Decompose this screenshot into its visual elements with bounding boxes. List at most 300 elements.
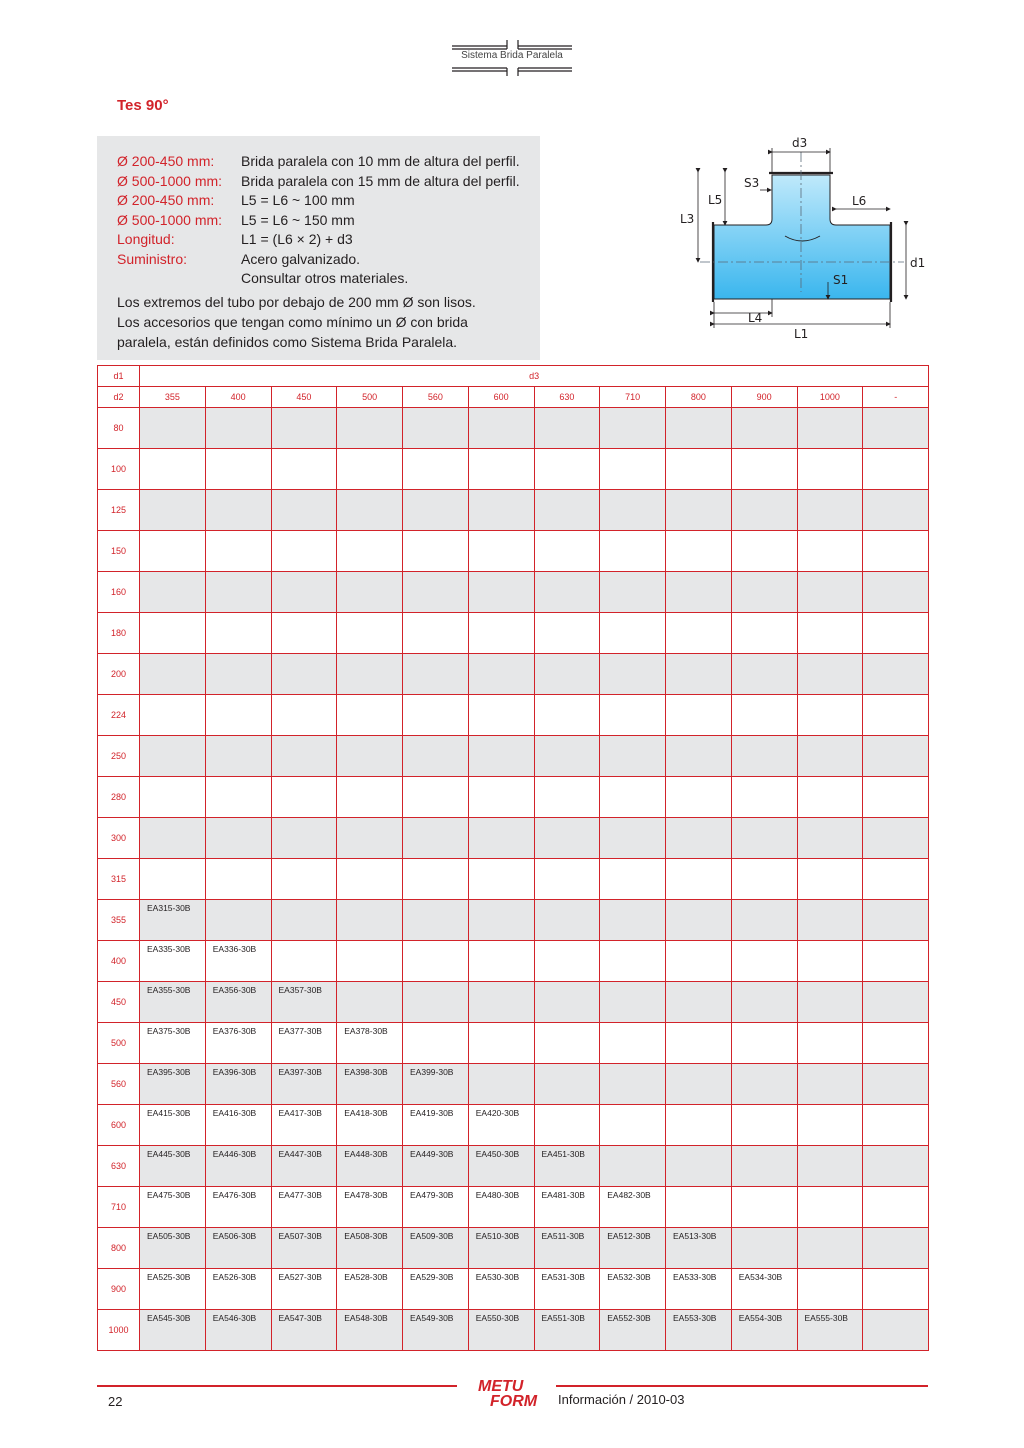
- table-cell: [863, 1064, 929, 1105]
- table-cell: [797, 941, 863, 982]
- row-label-d2: 400: [98, 941, 140, 982]
- table-cell: [271, 449, 337, 490]
- table-cell: [863, 654, 929, 695]
- table-cell: EA416-30B: [205, 1105, 271, 1146]
- table-row: [98, 572, 929, 613]
- table-cell: [205, 572, 271, 613]
- table-row: [98, 1310, 929, 1351]
- table-cell: [863, 900, 929, 941]
- table-cell: [600, 1146, 666, 1187]
- label-l6: L6: [852, 194, 867, 208]
- spec-key: Ø 200-450 mm:: [117, 192, 215, 208]
- table-cell: [468, 982, 534, 1023]
- row-label-d2: 200: [98, 654, 140, 695]
- table-cell: [797, 736, 863, 777]
- table-cell: [600, 531, 666, 572]
- column-header: 600: [468, 387, 534, 408]
- table-cell: EA479-30B: [403, 1187, 469, 1228]
- table-cell: [403, 777, 469, 818]
- table-cell: [666, 900, 732, 941]
- table-row: [98, 490, 929, 531]
- table-cell: [337, 572, 403, 613]
- row-label-d2: 100: [98, 449, 140, 490]
- table-cell: EA531-30B: [534, 1269, 600, 1310]
- table-cell: [600, 859, 666, 900]
- label-d3: d3: [792, 136, 808, 150]
- table-cell: [140, 572, 206, 613]
- table-row: [98, 531, 929, 572]
- table-cell: [468, 572, 534, 613]
- table-row: [98, 736, 929, 777]
- table-cell: [666, 490, 732, 531]
- spec-key: Ø 500-1000 mm:: [117, 173, 223, 189]
- table-cell: [731, 449, 797, 490]
- column-header-row: [98, 387, 929, 408]
- table-cell: [863, 531, 929, 572]
- table-cell: [468, 1023, 534, 1064]
- spec-value: Brida paralela con 10 mm de altura del perfil.: [241, 153, 520, 169]
- table-cell: [666, 1105, 732, 1146]
- table-cell: [337, 941, 403, 982]
- table-cell: [205, 900, 271, 941]
- logo-text-bottom: FORM: [490, 1393, 538, 1410]
- table-cell: EA508-30B: [337, 1228, 403, 1269]
- table-cell: [863, 449, 929, 490]
- table-cell: [731, 572, 797, 613]
- table-cell: [271, 859, 337, 900]
- table-cell: [337, 736, 403, 777]
- table-cell: [863, 1023, 929, 1064]
- table-cell: [468, 613, 534, 654]
- table-cell: [534, 490, 600, 531]
- table-cell: [534, 695, 600, 736]
- table-cell: EA507-30B: [271, 1228, 337, 1269]
- table-cell: [863, 490, 929, 531]
- table-cell: EA476-30B: [205, 1187, 271, 1228]
- table-cell: EA449-30B: [403, 1146, 469, 1187]
- spec-value: L5 = L6 ~ 100 mm: [241, 192, 355, 208]
- table-cell: [666, 654, 732, 695]
- table-cell: [271, 818, 337, 859]
- table-cell: EA533-30B: [666, 1269, 732, 1310]
- table-cell: [403, 859, 469, 900]
- table-cell: [731, 1105, 797, 1146]
- table-cell: [863, 1310, 929, 1351]
- table-cell: [403, 818, 469, 859]
- table-cell: [731, 1146, 797, 1187]
- table-cell: [600, 449, 666, 490]
- table-cell: [534, 736, 600, 777]
- table-cell: [403, 1023, 469, 1064]
- table-cell: [863, 1105, 929, 1146]
- table-cell: EA415-30B: [140, 1105, 206, 1146]
- table-cell: EA532-30B: [600, 1269, 666, 1310]
- column-header: 630: [534, 387, 600, 408]
- column-header: 560: [403, 387, 469, 408]
- table-cell: [797, 982, 863, 1023]
- table-cell: EA419-30B: [403, 1105, 469, 1146]
- table-cell: [666, 1187, 732, 1228]
- row-label-d2: 280: [98, 777, 140, 818]
- table-cell: [731, 1187, 797, 1228]
- table-cell: EA526-30B: [205, 1269, 271, 1310]
- table-cell: [666, 818, 732, 859]
- spec-key: Longitud:: [117, 231, 175, 247]
- table-cell: [468, 408, 534, 449]
- label-l5: L5: [708, 193, 723, 207]
- table-cell: [140, 654, 206, 695]
- column-header: 900: [731, 387, 797, 408]
- table-cell: EA477-30B: [271, 1187, 337, 1228]
- table-cell: [337, 490, 403, 531]
- table-cell: EA529-30B: [403, 1269, 469, 1310]
- table-cell: [140, 490, 206, 531]
- table-cell: [271, 654, 337, 695]
- table-cell: [468, 531, 534, 572]
- row-label-d2: 600: [98, 1105, 140, 1146]
- tee-drawing: [668, 132, 938, 344]
- table-cell: [797, 777, 863, 818]
- table-cell: [403, 736, 469, 777]
- table-cell: [534, 777, 600, 818]
- table-row: [98, 654, 929, 695]
- tee-diagram: [668, 132, 938, 344]
- table-cell: [797, 654, 863, 695]
- row-label-d2: 125: [98, 490, 140, 531]
- column-header: 355: [140, 387, 206, 408]
- table-cell: EA545-30B: [140, 1310, 206, 1351]
- table-cell: [731, 1064, 797, 1105]
- table-cell: [140, 736, 206, 777]
- table-cell: [600, 408, 666, 449]
- table-cell: [140, 449, 206, 490]
- table-cell: [403, 654, 469, 695]
- spec-key: Suministro:: [117, 251, 188, 267]
- table-row: [98, 859, 929, 900]
- table-row: [98, 818, 929, 859]
- table-row: [98, 449, 929, 490]
- row-label-d2: 180: [98, 613, 140, 654]
- table-cell: [666, 1023, 732, 1064]
- table-cell: [337, 449, 403, 490]
- table-cell: EA377-30B: [271, 1023, 337, 1064]
- table-cell: [600, 818, 666, 859]
- table-cell: [797, 449, 863, 490]
- table-cell: [731, 818, 797, 859]
- table-cell: [337, 695, 403, 736]
- row-label-d2: 160: [98, 572, 140, 613]
- table-cell: [731, 613, 797, 654]
- table-cell: EA534-30B: [731, 1269, 797, 1310]
- table-cell: EA481-30B: [534, 1187, 600, 1228]
- table-cell: [731, 941, 797, 982]
- table-cell: [403, 613, 469, 654]
- table-cell: [797, 1064, 863, 1105]
- table-cell: [600, 777, 666, 818]
- table-cell: EA395-30B: [140, 1064, 206, 1105]
- table-cell: EA551-30B: [534, 1310, 600, 1351]
- table-cell: [205, 654, 271, 695]
- row-label-d2: 800: [98, 1228, 140, 1269]
- table-cell: [666, 572, 732, 613]
- table-cell: [797, 1023, 863, 1064]
- table-cell: [797, 1105, 863, 1146]
- table-cell: [600, 941, 666, 982]
- table-cell: [337, 982, 403, 1023]
- table-cell: [797, 572, 863, 613]
- row-label-d2: 630: [98, 1146, 140, 1187]
- table-cell: [863, 572, 929, 613]
- row-label-d2: 560: [98, 1064, 140, 1105]
- table-cell: [337, 900, 403, 941]
- table-cell: [797, 1146, 863, 1187]
- table-cell: [271, 695, 337, 736]
- column-header: 800: [666, 387, 732, 408]
- table-cell: EA417-30B: [271, 1105, 337, 1146]
- table-cell: [731, 531, 797, 572]
- spec-key: Ø 200-450 mm:: [117, 153, 215, 169]
- table-cell: [140, 818, 206, 859]
- footer-rule-right: [556, 1385, 928, 1387]
- table-cell: [666, 777, 732, 818]
- table-cell: EA528-30B: [337, 1269, 403, 1310]
- table-cell: EA376-30B: [205, 1023, 271, 1064]
- table-cell: [205, 490, 271, 531]
- table-cell: EA511-30B: [534, 1228, 600, 1269]
- table-cell: [205, 859, 271, 900]
- table-row: [98, 1023, 929, 1064]
- table-cell: [534, 982, 600, 1023]
- table-cell: [140, 777, 206, 818]
- spec-value: L1 = (L6 × 2) + d3: [241, 231, 353, 247]
- table-cell: [140, 408, 206, 449]
- table-cell: [534, 818, 600, 859]
- table-cell: EA418-30B: [337, 1105, 403, 1146]
- spec-key: Ø 500-1000 mm:: [117, 212, 223, 228]
- label-s1: S1: [833, 273, 849, 287]
- table-cell: [534, 613, 600, 654]
- table-cell: [863, 736, 929, 777]
- table-cell: [863, 941, 929, 982]
- table-cell: [271, 613, 337, 654]
- table-cell: [731, 654, 797, 695]
- table-row: [98, 900, 929, 941]
- table-cell: [271, 736, 337, 777]
- table-cell: EA554-30B: [731, 1310, 797, 1351]
- table-cell: [534, 449, 600, 490]
- table-cell: EA398-30B: [337, 1064, 403, 1105]
- table-cell: [205, 531, 271, 572]
- table-cell: EA550-30B: [468, 1310, 534, 1351]
- table-cell: [863, 982, 929, 1023]
- table-cell: [140, 531, 206, 572]
- table-cell: [468, 1064, 534, 1105]
- table-cell: [403, 408, 469, 449]
- page-title: Tes 90°: [117, 97, 169, 114]
- table-cell: [534, 900, 600, 941]
- corner-d1: d1: [98, 366, 140, 387]
- table-row: [98, 941, 929, 982]
- table-cell: [863, 408, 929, 449]
- table-cell: [731, 982, 797, 1023]
- table-cell: [337, 531, 403, 572]
- table-cell: [863, 859, 929, 900]
- row-label-d2: 1000: [98, 1310, 140, 1351]
- spec-value: L5 = L6 ~ 150 mm: [241, 212, 355, 228]
- row-label-d2: 224: [98, 695, 140, 736]
- table-cell: [271, 408, 337, 449]
- table-cell: [468, 490, 534, 531]
- table-cell: [337, 818, 403, 859]
- table-cell: [468, 736, 534, 777]
- table-cell: [863, 1146, 929, 1187]
- table-row: [98, 982, 929, 1023]
- metuform-logo: [472, 1378, 552, 1412]
- table-cell: [205, 736, 271, 777]
- column-header: 710: [600, 387, 666, 408]
- table-cell: [468, 941, 534, 982]
- table-cell: EA450-30B: [468, 1146, 534, 1187]
- table-cell: [205, 408, 271, 449]
- table-cell: [271, 572, 337, 613]
- table-cell: [600, 613, 666, 654]
- table-cell: [534, 1023, 600, 1064]
- table-row: [98, 1269, 929, 1310]
- column-header: 500: [337, 387, 403, 408]
- table-cell: EA513-30B: [666, 1228, 732, 1269]
- table-cell: [666, 1146, 732, 1187]
- row-label-d2: 710: [98, 1187, 140, 1228]
- table-cell: [797, 531, 863, 572]
- table-cell: [600, 695, 666, 736]
- table-cell: EA356-30B: [205, 982, 271, 1023]
- table-cell: [205, 613, 271, 654]
- table-cell: [337, 654, 403, 695]
- table-cell: [666, 531, 732, 572]
- table-row: [98, 1105, 929, 1146]
- table-cell: EA512-30B: [600, 1228, 666, 1269]
- table-cell: [337, 859, 403, 900]
- table-cell: [403, 531, 469, 572]
- label-l4: L4: [748, 311, 763, 325]
- table-cell: [534, 1105, 600, 1146]
- table-cell: EA445-30B: [140, 1146, 206, 1187]
- label-s3: S3: [744, 176, 760, 190]
- spec-note: Los extremos del tubo por debajo de 200 mm Ø son lisos.: [117, 294, 476, 310]
- logo-text-top: METU: [478, 1378, 524, 1395]
- table-cell: EA548-30B: [337, 1310, 403, 1351]
- label-l3: L3: [680, 212, 695, 226]
- table-cell: [140, 695, 206, 736]
- row-label-d2: 500: [98, 1023, 140, 1064]
- table-cell: EA510-30B: [468, 1228, 534, 1269]
- table-cell: EA378-30B: [337, 1023, 403, 1064]
- table-row: [98, 777, 929, 818]
- table-cell: [797, 1228, 863, 1269]
- page-number: 22: [108, 1394, 123, 1409]
- table-cell: [731, 900, 797, 941]
- table-cell: [534, 408, 600, 449]
- table-cell: [403, 941, 469, 982]
- system-label: Sistema Brida Paralela: [461, 50, 563, 61]
- table-cell: [666, 736, 732, 777]
- table-cell: [666, 449, 732, 490]
- spec-value: Consultar otros materiales.: [241, 270, 409, 286]
- table-row: [98, 613, 929, 654]
- table-cell: [666, 613, 732, 654]
- table-cell: [468, 449, 534, 490]
- header-mark: [452, 38, 572, 78]
- spec-note: Los accesorios que tengan como mínimo un Ø con brida: [117, 314, 468, 330]
- table-cell: [731, 408, 797, 449]
- table-cell: EA555-30B: [797, 1310, 863, 1351]
- row-label-d2: 355: [98, 900, 140, 941]
- table-cell: EA446-30B: [205, 1146, 271, 1187]
- table-cell: [600, 736, 666, 777]
- table-cell: [468, 818, 534, 859]
- table-cell: [534, 941, 600, 982]
- row-label-d2: 150: [98, 531, 140, 572]
- table-cell: [205, 695, 271, 736]
- table-cell: EA336-30B: [205, 941, 271, 982]
- table-cell: EA552-30B: [600, 1310, 666, 1351]
- table-cell: [863, 1269, 929, 1310]
- table-cell: [666, 982, 732, 1023]
- table-cell: [205, 449, 271, 490]
- table-cell: EA553-30B: [666, 1310, 732, 1351]
- table-cell: [797, 490, 863, 531]
- table-cell: [205, 818, 271, 859]
- row-label-d2: 900: [98, 1269, 140, 1310]
- row-label-d2: 450: [98, 982, 140, 1023]
- table-row: [98, 1146, 929, 1187]
- table-cell: EA355-30B: [140, 982, 206, 1023]
- table-cell: [534, 572, 600, 613]
- label-d1: d1: [910, 256, 926, 270]
- table-header-row: [98, 366, 929, 387]
- table-cell: EA505-30B: [140, 1228, 206, 1269]
- table-cell: [403, 490, 469, 531]
- table-cell: [534, 654, 600, 695]
- table-cell: [600, 1064, 666, 1105]
- table-cell: [337, 777, 403, 818]
- table-cell: [600, 1023, 666, 1064]
- table-row: [98, 1064, 929, 1105]
- table-cell: [468, 654, 534, 695]
- table-cell: [666, 1064, 732, 1105]
- table-cell: EA482-30B: [600, 1187, 666, 1228]
- table-cell: [468, 859, 534, 900]
- footer-rule-left: [97, 1385, 457, 1387]
- table-cell: [271, 531, 337, 572]
- table-cell: [468, 695, 534, 736]
- table-cell: [797, 900, 863, 941]
- table-cell: [731, 490, 797, 531]
- table-cell: [797, 408, 863, 449]
- table-cell: [468, 900, 534, 941]
- table-cell: [863, 818, 929, 859]
- table-cell: EA546-30B: [205, 1310, 271, 1351]
- table-cell: EA475-30B: [140, 1187, 206, 1228]
- table-cell: [731, 1228, 797, 1269]
- table-cell: EA448-30B: [337, 1146, 403, 1187]
- table-cell: [271, 941, 337, 982]
- table-cell: [797, 859, 863, 900]
- table-row: [98, 408, 929, 449]
- table-cell: [205, 777, 271, 818]
- column-header: 400: [205, 387, 271, 408]
- table-cell: [534, 1064, 600, 1105]
